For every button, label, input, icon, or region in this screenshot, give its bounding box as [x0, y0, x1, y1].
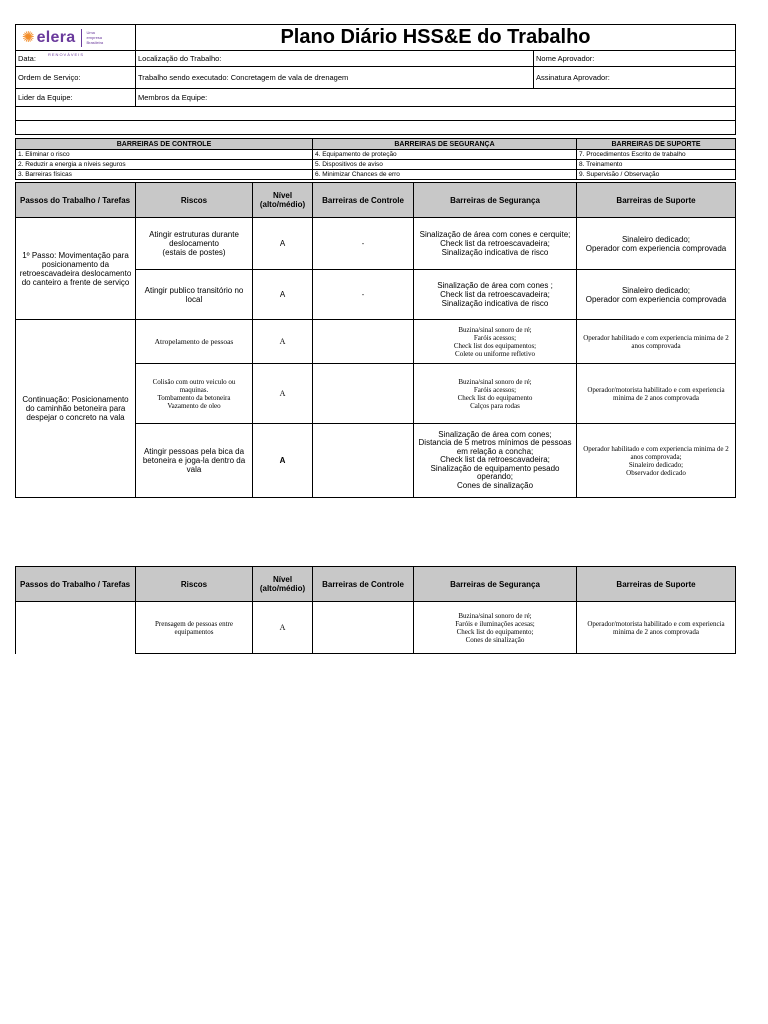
barriers-support-header: BARREIRAS DE SUPORTE — [577, 139, 736, 150]
level-cell: A — [253, 424, 313, 498]
risk-cell: Atropelamento de pessoas — [136, 320, 253, 364]
barrier-item: 3. Barreiras físicas — [16, 170, 313, 180]
control-cell — [313, 320, 414, 364]
safety-cell: Sinalização de área com cones; Distancia de 5 metros mínimos de pessoas em relação a concha; Check list da retroescavadeira; Sinalização de equipamento pesado operando; Cones de sinalização — [414, 424, 577, 498]
field-nome-aprovador[interactable]: Nome Aprovador: — [534, 51, 736, 67]
sun-burst-icon: ✺ — [22, 29, 35, 46]
control-cell: - — [313, 270, 414, 320]
safety-cell: Buzina/sinal sonoro de ré; Faróis e iluminações acesas; Check list do equipamento; Cones de sinalização — [414, 602, 577, 654]
col-controle: Barreiras de Controle — [313, 567, 414, 602]
barrier-item: 1. Eliminar o risco — [16, 150, 313, 160]
control-cell: - — [313, 218, 414, 270]
support-cell: Sinaleiro dedicado; Operador com experiencia comprovada — [577, 270, 736, 320]
tasks-table-2 — [15, 566, 736, 654]
field-trabalho[interactable]: Trabalho sendo executado: Concretagem de vala de drenagem — [136, 67, 534, 89]
col-controle: Barreiras de Controle — [313, 183, 414, 218]
risk-cell: Atingir estruturas durante deslocamento (estais de postes) — [136, 218, 253, 270]
header-table — [15, 24, 736, 57]
barrier-item: 6. Minimizar Chances de erro — [313, 170, 577, 180]
col-nivel: Nível (alto/médio) — [253, 183, 313, 218]
barrier-item: 9. Supervisão / Observação — [577, 170, 736, 180]
safety-cell: Sinalização de área com cones e cerquite; Check list da retroescavadeira; Sinalização indicativa de risco — [414, 218, 577, 270]
level-cell: A — [253, 218, 313, 270]
field-ordem[interactable]: Ordem de Serviço: — [16, 67, 136, 89]
tasks-table — [15, 182, 736, 498]
barriers-safety-header: BARREIRAS DE SEGURANÇA — [313, 139, 577, 150]
barrier-item: 5. Dispositivos de aviso — [313, 160, 577, 170]
field-lider[interactable]: Lider da Equipe: — [16, 89, 136, 107]
support-cell: Operador habilitado e com experiencia minima de 2 anos comprovada; Sinaleiro dedicado; Observador dedicado — [577, 424, 736, 498]
field-membros[interactable]: Membros da Equipe: — [136, 89, 736, 107]
support-cell: Operador habilitado e com experiencia minima de 2 anos comprovada — [577, 320, 736, 364]
barriers-legend — [15, 138, 736, 180]
level-cell: A — [253, 320, 313, 364]
blank-row — [16, 121, 736, 135]
col-riscos: Riscos — [136, 183, 253, 218]
barrier-item: 4. Equipamento de proteção — [313, 150, 577, 160]
col-suporte: Barreiras de Suporte — [577, 567, 736, 602]
safety-cell: Buzina/sinal sonoro de ré; Faróis acessos; Check list dos equipamentos; Colete ou uniforme refletivo — [414, 320, 577, 364]
page-title: Plano Diário HSS&E do Trabalho — [136, 25, 736, 51]
control-cell — [313, 602, 414, 654]
safety-cell: Sinalização de área com cones ; Check list da retroescavadeira; Sinalização indicativa de risco — [414, 270, 577, 320]
level-cell: A — [253, 602, 313, 654]
step-cell: Continuação: Posicionamento do caminhão betoneira para despejar o concreto na vala — [16, 320, 136, 498]
field-data[interactable]: Data: — [16, 51, 136, 67]
field-assinatura[interactable]: Assinatura Aprovador: — [534, 67, 736, 89]
col-seguranca: Barreiras de Segurança — [414, 183, 577, 218]
support-cell: Sinaleiro dedicado; Operador com experiencia comprovada — [577, 218, 736, 270]
col-passos: Passos do Trabalho / Tarefas — [16, 567, 136, 602]
level-cell: A — [253, 270, 313, 320]
safety-cell: Buzina/sinal sonoro de ré; Faróis acessos; Check list do equipamento Calços para rodas — [414, 364, 577, 424]
step-cell — [16, 602, 136, 654]
info-table — [15, 50, 736, 135]
barriers-control-header: BARREIRAS DE CONTROLE — [16, 139, 313, 150]
barrier-item: 2. Reduzir a energia a níveis seguros — [16, 160, 313, 170]
control-cell — [313, 424, 414, 498]
col-suporte: Barreiras de Suporte — [577, 183, 736, 218]
level-cell: A — [253, 364, 313, 424]
risk-cell: Atingir publico transitório no local — [136, 270, 253, 320]
risk-cell: Colisão com outro veiculo ou maquinas. Tombamento da betoneira Vazamento de oleo — [136, 364, 253, 424]
blank-row — [16, 107, 736, 121]
col-seguranca: Barreiras de Segurança — [414, 567, 577, 602]
support-cell: Operador/motorista habilitado e com experiencia minima de 2 anos comprovada — [577, 364, 736, 424]
col-riscos: Riscos — [136, 567, 253, 602]
control-cell — [313, 364, 414, 424]
step-cell: 1º Passo: Movimentação para posicionamento da retroescavadeira deslocamento do canteiro a frente de serviço — [16, 218, 136, 320]
logo-brand: elera — [36, 28, 76, 46]
col-nivel: Nível (alto/médio) — [253, 567, 313, 602]
barrier-item: 8. Treinamento — [577, 160, 736, 170]
field-localizacao[interactable]: Localização do Trabalho: — [136, 51, 534, 67]
logo-separator — [81, 29, 82, 47]
barrier-item: 7. Procedimentos Escrito de trabalho — [577, 150, 736, 160]
risk-cell: Prensagem de pessoas entre equipamentos — [136, 602, 253, 654]
logo — [16, 25, 136, 57]
col-passos: Passos do Trabalho / Tarefas — [16, 183, 136, 218]
logo-sub: RENOVÁVEIS — [48, 52, 85, 57]
support-cell: Operador/motorista habilitado e com experiencia minima de 2 anos comprovada — [577, 602, 736, 654]
logo-tagline: Uma empresa Brasileira — [86, 30, 104, 45]
risk-cell: Atingir pessoas pela bica da betoneira e joga-la dentro da vala — [136, 424, 253, 498]
